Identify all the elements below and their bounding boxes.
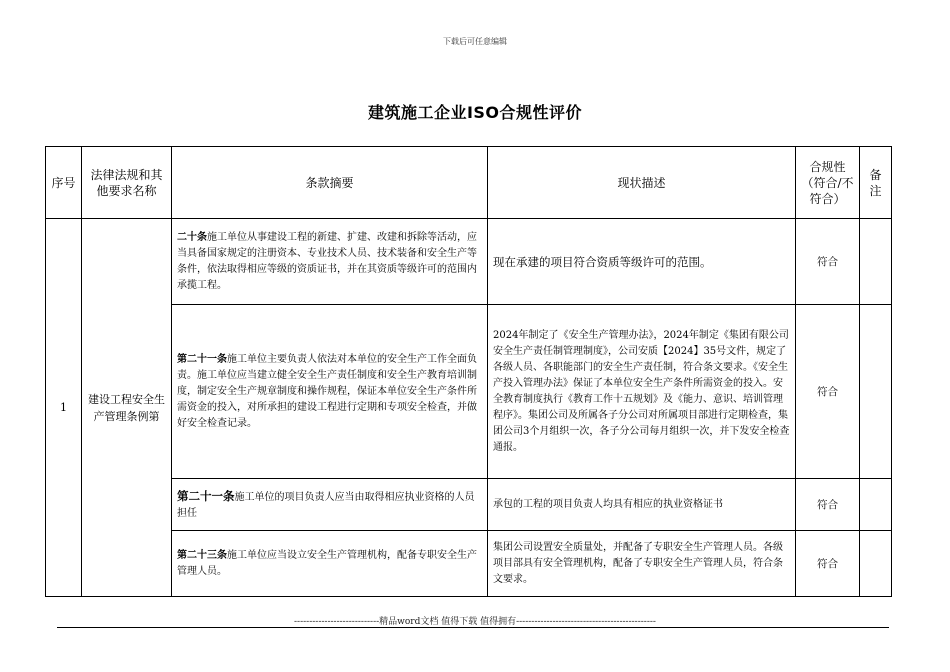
clause-text: 施工单位主要负责人依法对本单位的安全生产工作全面负责。施工单位应当建立健全安全生产责任制度和安全生产教育培训制度，制定安全生产规章制度和操作规程，保证本单位安全生产条件所需资金的投入，对所承担的建设工程进行定期和专项安全检查，并做好安全检查记录。	[177, 353, 477, 429]
header-compliance: 合规性（符合/不符合）	[796, 147, 860, 219]
table-row	[46, 531, 892, 597]
clause-title: 第二十三条	[177, 549, 227, 561]
compliance-cell: 符合	[796, 479, 860, 531]
clause-title: 第二十一条	[177, 353, 227, 365]
status-cell: 现在承建的项目符合资质等级许可的范围。	[488, 219, 796, 305]
note-cell	[860, 479, 892, 531]
footer-divider	[57, 627, 889, 628]
page-header-note: 下载后可任意编辑	[443, 37, 507, 46]
status-cell: 承包的工程的项目负责人均具有相应的执业资格证书	[488, 479, 796, 531]
clause-cell	[172, 219, 488, 305]
status-cell: 2024年制定了《安全生产管理办法》，2024年制定《集团有限公司安全生产责任制管理制度》，公司安质【2024】35号文件，规定了各级人员、各职能部门的安全生产责任制，符合条文要求。《安全生产投入管理办法》保证了本单位安全生产条件所需资金的投入。安全教育制度执行《教育工作十五规划》及《能力、意识、培训管理程序》。集团公司及所属各子分公司对所属项目部进行定期检查，集团公司3个月组织一次，各子分公司每月组织一次，并下发安全检查通报。	[488, 305, 796, 479]
compliance-cell: 符合	[796, 305, 860, 479]
clause-cell	[172, 479, 488, 531]
clause-title: 第二十一条	[177, 488, 235, 503]
clause-title: 二十条	[177, 231, 207, 243]
compliance-table	[45, 146, 892, 597]
document-title: 建筑施工企业ISO合规性评价	[367, 103, 583, 122]
table-row	[46, 305, 892, 479]
header-note: 备注	[860, 147, 892, 219]
table-header-row	[46, 147, 892, 219]
clause-cell	[172, 531, 488, 597]
header-law-name: 法律法规和其他要求名称	[82, 147, 172, 219]
row-seq-number: 1	[46, 219, 82, 597]
compliance-cell: 符合	[796, 219, 860, 305]
compliance-cell: 符合	[796, 531, 860, 597]
clause-cell	[172, 305, 488, 479]
status-cell: 集团公司设置安全质量处，并配备了专职安全生产管理人员。各级项目部具有安全管理机构，配备了专职安全生产管理人员，符合条文要求。	[488, 531, 796, 597]
table-row	[46, 479, 892, 531]
clause-text: 施工单位从事建设工程的新建、扩建、改建和拆除等活动，应当具备国家规定的注册资本、专业技术人员、技术装备和安全生产等条件，依法取得相应等级的资质证书，并在其资质等级许可的范围内承揽工程。	[177, 231, 477, 291]
clause-text: 施工单位应当设立安全生产管理机构，配备专职安全生产管理人员。	[177, 549, 477, 577]
note-cell	[860, 305, 892, 479]
header-seq: 序号	[46, 147, 82, 219]
note-cell	[860, 219, 892, 305]
clause-text: 施工单位的项目负责人应当由取得相应执业资格的人员担任	[177, 491, 475, 519]
note-cell	[860, 531, 892, 597]
table-row	[46, 219, 892, 305]
header-status-description: 现状描述	[488, 147, 796, 219]
header-clause-summary: 条款摘要	[172, 147, 488, 219]
law-name-cell: 建设工程安全生产管理条例第	[82, 219, 172, 597]
page-footer: ----------------------------精品word文档 值得下载 值得拥有----------------------------------------------	[294, 617, 656, 627]
